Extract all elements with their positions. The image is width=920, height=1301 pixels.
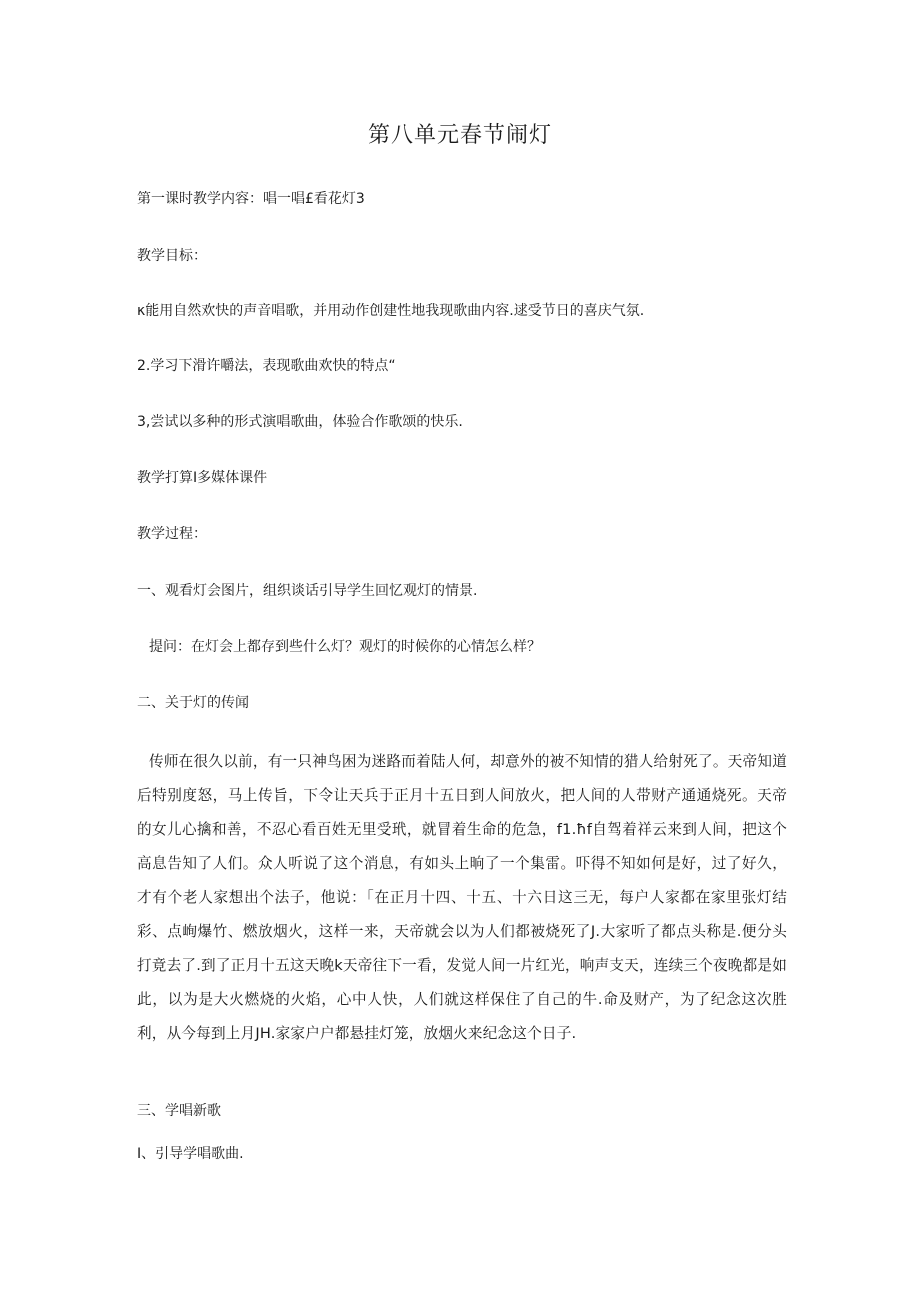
lesson-content: 第一课时教学内容：唱一唱£看花灯3 bbox=[137, 191, 365, 207]
teaching-prep: 教学打算I多媒体课件 bbox=[137, 470, 268, 486]
step-1: 一、观看灯会图片，组织谈话引导学生回忆观灯的情景. bbox=[137, 583, 478, 599]
goal-item-1: κ能用自然欢快的声音唱歌，并用动作创建性地我现歌曲内容.逑受节日的喜庆气氛. bbox=[137, 303, 645, 319]
process-heading: 教学过程： bbox=[137, 526, 207, 542]
goals-heading: 教学目标： bbox=[137, 248, 207, 264]
legend-story: 传师在很久以前，有一只神鸟困为迷路而着陆人何，却意外的被不知情的猎人给射死了。天帝知道后特别度怒，马上传旨，下令让天兵于正月十五日到人间放火，把人间的人带财产通通烧死。天帝的女儿心擒和善，不忍心看百姓无里受玳，就冒着生命的危急，f1.ħf自驾着祥云来到人间，把这个高息告知了人们。众人听说了这个消息，有如头上晌了一个集雷。吓得不知如何是好，过了好久，才有个老人家想出个法子，他说：「在正月十四、十五、十六日这三无，每户人家都在家里张灯结彩、点峋爆竹、燃放烟火，这样一来，天帝就会以为人们都被烧死了J.大家听了都点头称是.便分头打竟去了.到了正月十五这天晚k天帝往下一看，发觉人间一片红光，响声支天，连续三个夜晚都是如此，以为是大火燃烧的火焰，心中人快，人们就这样保住了自己的牛.命及财产，为了纪念这次胜利，从今每到上月JH.家家户户都悬挂灯笼，放烟火来纪念这个日子. bbox=[137, 753, 787, 1042]
step-2: 二、关于灯的传闻 bbox=[137, 695, 249, 711]
substep-1: I、引导学唱歌曲. bbox=[137, 1146, 244, 1162]
goal-item-3: 3,尝试以多种的形式演唱歌曲，体验合作歌颂的快乐. bbox=[137, 414, 463, 430]
step-3: 三、学唱新歌 bbox=[137, 1103, 221, 1119]
document-title: 第八单元春节闹灯 bbox=[367, 123, 552, 148]
question-text: 提问：在灯会上都存到些什么灯？观灯的时候你的心情怎么样？ bbox=[149, 639, 541, 655]
goal-item-2: 2.学习下滑许嚼法，表现歌曲欢快的特点“ bbox=[137, 358, 396, 374]
